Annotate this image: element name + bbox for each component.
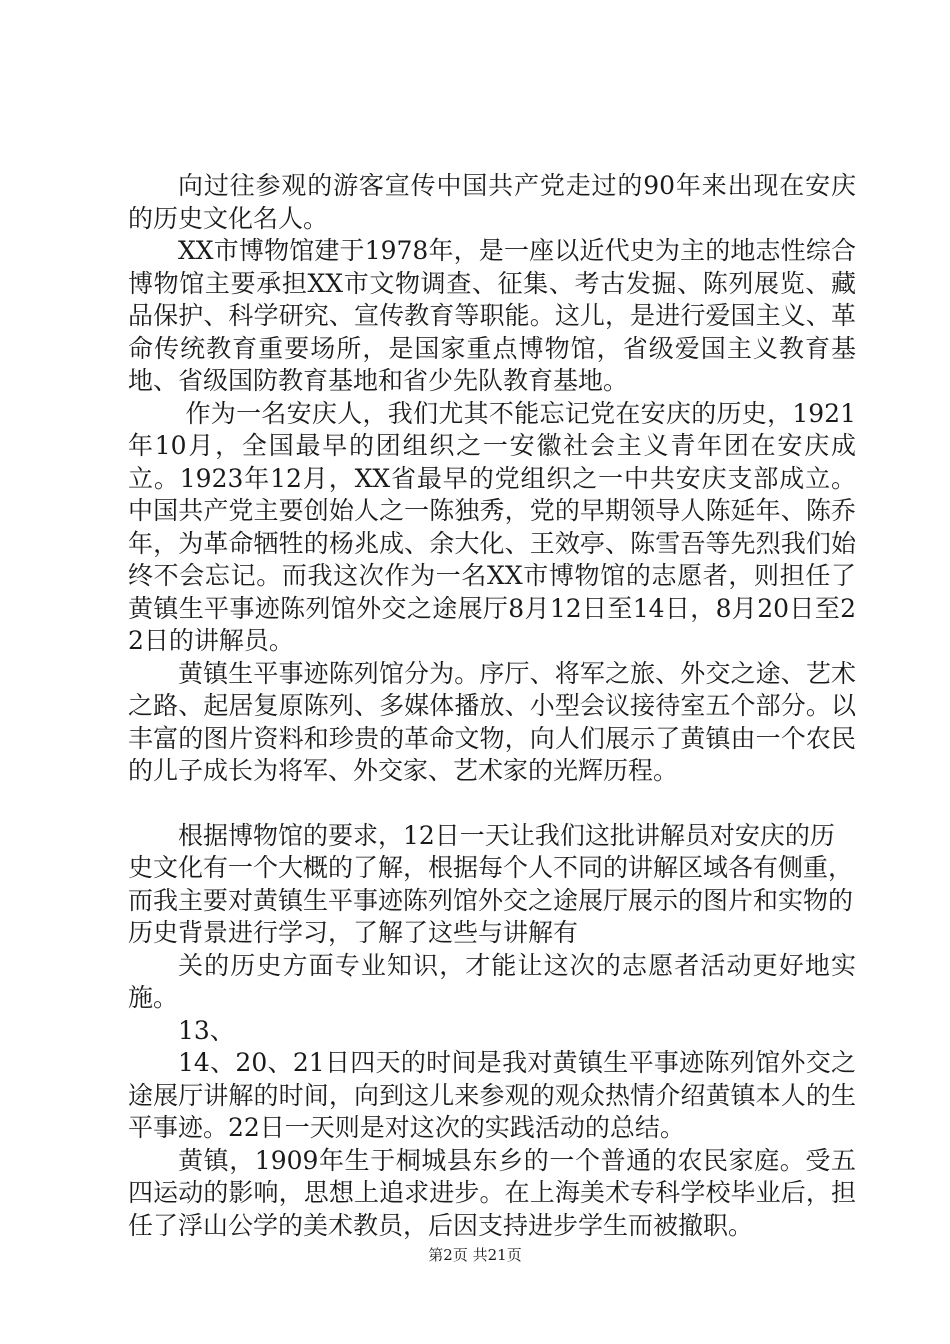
paragraph-schedule: 14、20、21日四天的时间是我对黄镇生平事迹陈列馆外交之途展厅讲解的时间，向到这儿来参观的观众热情介绍黄镇本人的生平事迹。22日一天则是对这次的实践活动的总结。	[128, 1048, 856, 1142]
page-number-footer: 第2页 共21页	[428, 1246, 522, 1264]
body-text	[128, 170, 856, 1242]
paragraph-museum: XX市博物馆建于1978年，是一座以近代史为主的地志性综合博物馆主要承担XX市文物调查、征集、考古发掘、陈列展览、藏品保护、科学研究、宣传教育等职能。这儿，是进行爱国主义、革命传统教育重要场所，是国家重点博物馆，省级爱国主义教育基地、省级国防教育基地和省少先队教育基地。	[128, 236, 856, 395]
paragraph-biography: 黄镇，1909年生于桐城县东乡的一个普通的农民家庭。受五四运动的影响，思想上追求进步。在上海美术专科学校毕业后，担任了浮山公学的美术教员，后因支持进步学生而被撤职。	[128, 1145, 856, 1240]
paragraph-date-13: 13、	[178, 1015, 235, 1045]
paragraph-knowledge: 关的历史方面专业知识，才能让这次的志愿者活动更好地实施。	[128, 950, 856, 1012]
paragraph-requirements: 根据博物馆的要求，12日一天让我们这批讲解员对安庆的历史文化有一个大概的了解，根据每个人不同的讲解区域各有侧重，而我主要对黄镇生平事迹陈列馆外交之途展厅展示的图片和实物的历史背景进行学习，了解了这些与讲解有	[128, 820, 854, 947]
paragraph-history: 作为一名安庆人，我们尤其不能忘记党在安庆的历史，1921年10月，全国最早的团组织之一安徽社会主义青年团在安庆成立。1923年12月，XX省最早的党组织之一中共安庆支部成立。中国共产党主要创始人之一陈独秀，党的早期领导人陈延年、陈乔年，为革命牺牲的杨兆成、余大化、王效亭、陈雪吾等先烈我们始终不会忘记。而我这次作为一名XX市博物馆的志愿者，则担任了黄镇生平事迹陈列馆外交之途展厅8月12日至14日，8月20日至22日的讲解员。	[128, 398, 856, 655]
paragraph-exhibition: 黄镇生平事迹陈列馆分为。序厅、将军之旅、外交之途、艺术之路、起居复原陈列、多媒体播放、小型会议接待室五个部分。以丰富的图片资料和珍贵的革命文物，向人们展示了黄镇由一个农民的儿子成长为将军、外交家、艺术家的光辉历程。	[128, 658, 856, 785]
paragraph-intro: 向过往参观的游客宣传中国共产党走过的90年来出现在安庆的历史文化名人。	[128, 171, 856, 233]
